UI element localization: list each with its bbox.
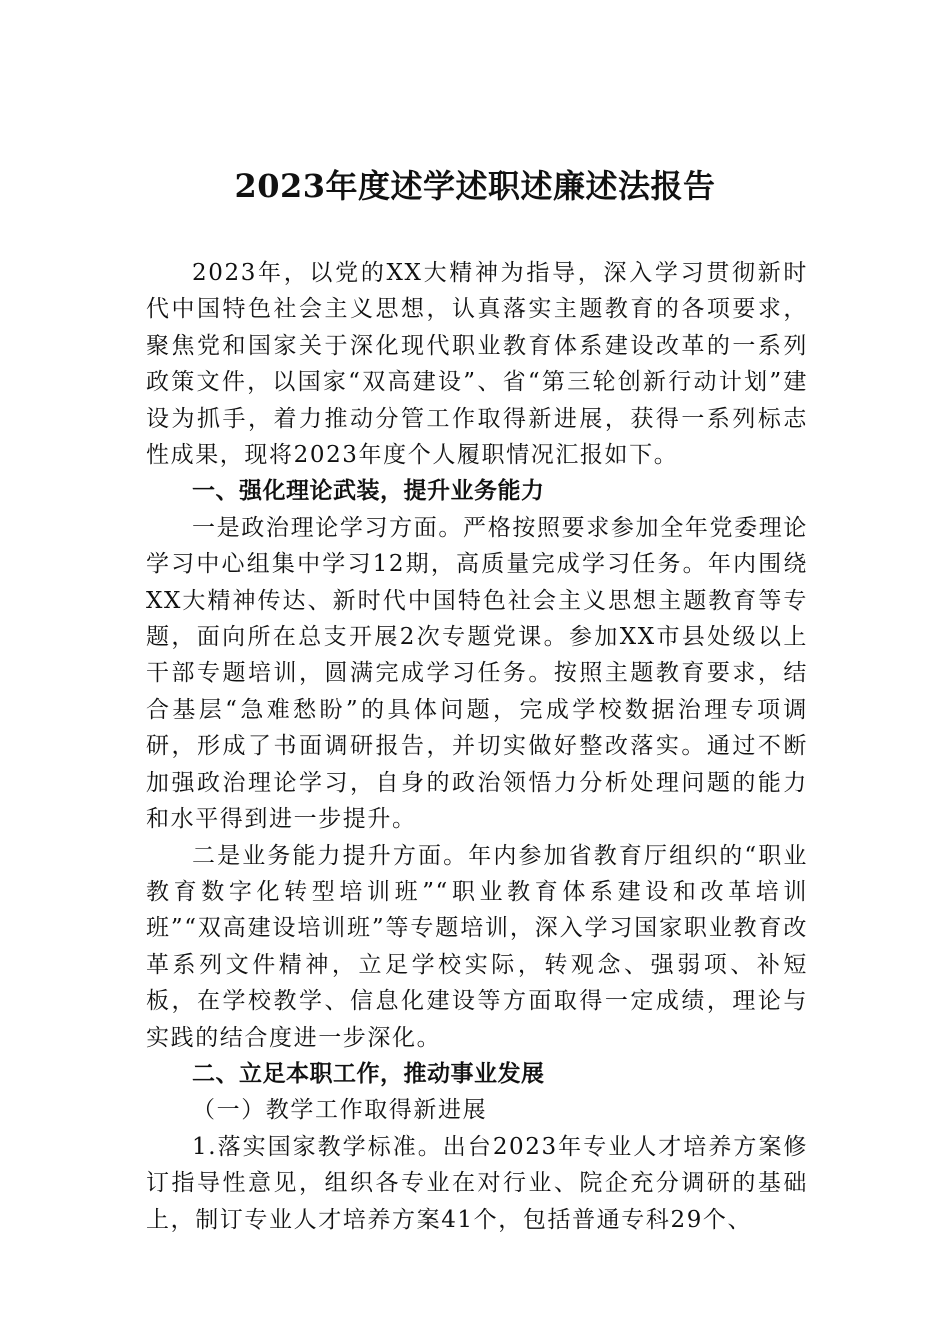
section-1-heading: 一、强化理论武装，提升业务能力: [192, 478, 545, 505]
section-2-subheading: （一）教学工作取得新进展: [192, 1097, 488, 1124]
document-body: [146, 255, 808, 1238]
document-title: 2023年度述学述职述廉述法报告: [234, 167, 716, 205]
section-1-paragraph-2: 二是业务能力提升方面。年内参加省教育厅组织的“职业教育数字化转型培训班”“职业教育体系建设和改革培训班”“双高建设培训班”等专题培训，深入学习国家职业教育改革系列文件精神，立足学校实际，转观念、强弱项、补短板，在学校教学、信息化建设等方面取得一定成绩，理论与实践的结合度进一步深化。: [146, 842, 808, 1051]
section-2-heading: 二、立足本职工作，推动事业发展: [192, 1060, 545, 1087]
section-2-paragraph-1: 1.落实国家教学标准。出台2023年专业人才培养方案修订指导性意见，组织各专业在对行业、院企充分调研的基础上，制订专业人才培养方案41个，包括普通专科29个、: [146, 1133, 808, 1233]
section-1-paragraph-1: 一是政治理论学习方面。严格按照要求参加全年党委理论学习中心组集中学习12期，高质量完成学习任务。年内围绕XX大精神传达、新时代中国特色社会主义思想主题教育等专题，面向所在总支开展2次专题党课。参加XX市县处级以上干部专题培训，圆满完成学习任务。按照主题教育要求，结合基层“急难愁盼”的具体问题，完成学校数据治理专项调研，形成了书面调研报告，并切实做好整改落实。通过不断加强政治理论学习，自身的政治领悟力分析处理问题的能力和水平得到进一步提升。: [146, 514, 808, 833]
intro-paragraph: 2023年，以党的XX大精神为指导，深入学习贯彻新时代中国特色社会主义思想，认真落实主题教育的各项要求，聚焦党和国家关于深化现代职业教育体系建设改革的一系列政策文件，以国家“双高建设”、省“第三轮创新行动计划”建设为抓手，着力推动分管工作取得新进展，获得一系列标志性成果，现将2023年度个人履职情况汇报如下。: [146, 260, 808, 469]
